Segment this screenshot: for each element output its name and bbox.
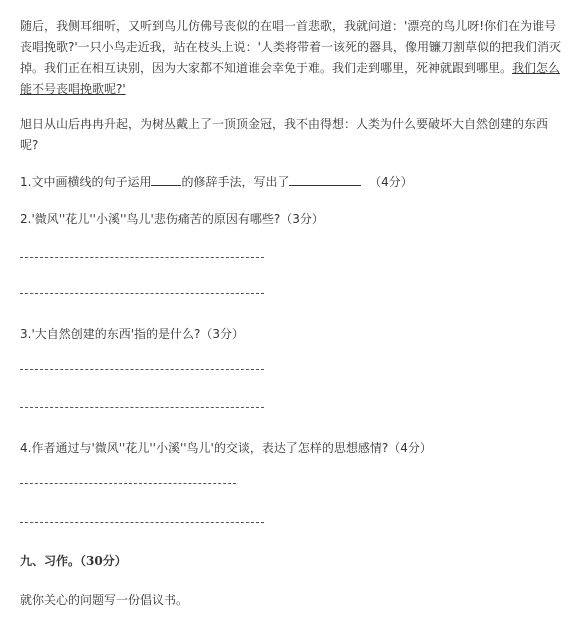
answer-blank-effect[interactable]	[289, 171, 361, 186]
question-1	[20, 171, 565, 193]
passage-text: 随后，我侧耳细听，又听到鸟儿仿佛号丧似的在唱一首悲歌，我就问道：'漂亮的鸟儿呀!你们在为谁号丧唱挽歌?'一只小鸟走近我，站在枝头上说：'人类将带着一该死的器具，像用镰刀割草似的把我们消灭掉。我们正在相互诀别，因为大家都不知道谁会幸免于难。我们走到哪里，死神就跟到哪里。	[20, 19, 561, 75]
question-1-text-b: 的修辞手法，写出了	[181, 175, 290, 189]
answer-line[interactable]	[20, 257, 264, 258]
answer-blank-rhetoric[interactable]	[151, 171, 181, 186]
answer-line[interactable]	[20, 483, 236, 484]
passage-paragraph-2: 旭日从山后冉冉升起，为树丛戴上了一顶顶金冠，我不由得想：人类为什么要破坏大自然创建的东西呢?	[20, 117, 549, 152]
section-9-title: 九、习作。（30分）	[20, 554, 127, 568]
passage-paragraph-1	[20, 16, 565, 100]
question-3: 3.'大自然创建的东西'指的是什么?（3分）	[20, 327, 245, 341]
answer-line[interactable]	[20, 407, 264, 408]
question-2: 2.'微风''花儿''小溪''鸟儿'悲伤痛苦的原因有哪些?（3分）	[20, 212, 324, 226]
answer-line[interactable]	[20, 369, 264, 370]
writing-task: 就你关心的问题写一份倡议书。	[20, 593, 189, 607]
question-1-text-a: 1.文中画横线的句子运用	[20, 175, 152, 189]
question-1-score: （4分）	[369, 175, 413, 189]
answer-line[interactable]	[20, 293, 264, 294]
answer-line[interactable]	[20, 522, 264, 523]
question-4: 4.作者通过与'微风''花儿''小溪''鸟儿'的交谈，表达了怎样的思想感情?（4分）	[20, 441, 432, 455]
underlined-sentence: 我们怎么能不号丧唱挽歌呢?'	[20, 61, 561, 96]
